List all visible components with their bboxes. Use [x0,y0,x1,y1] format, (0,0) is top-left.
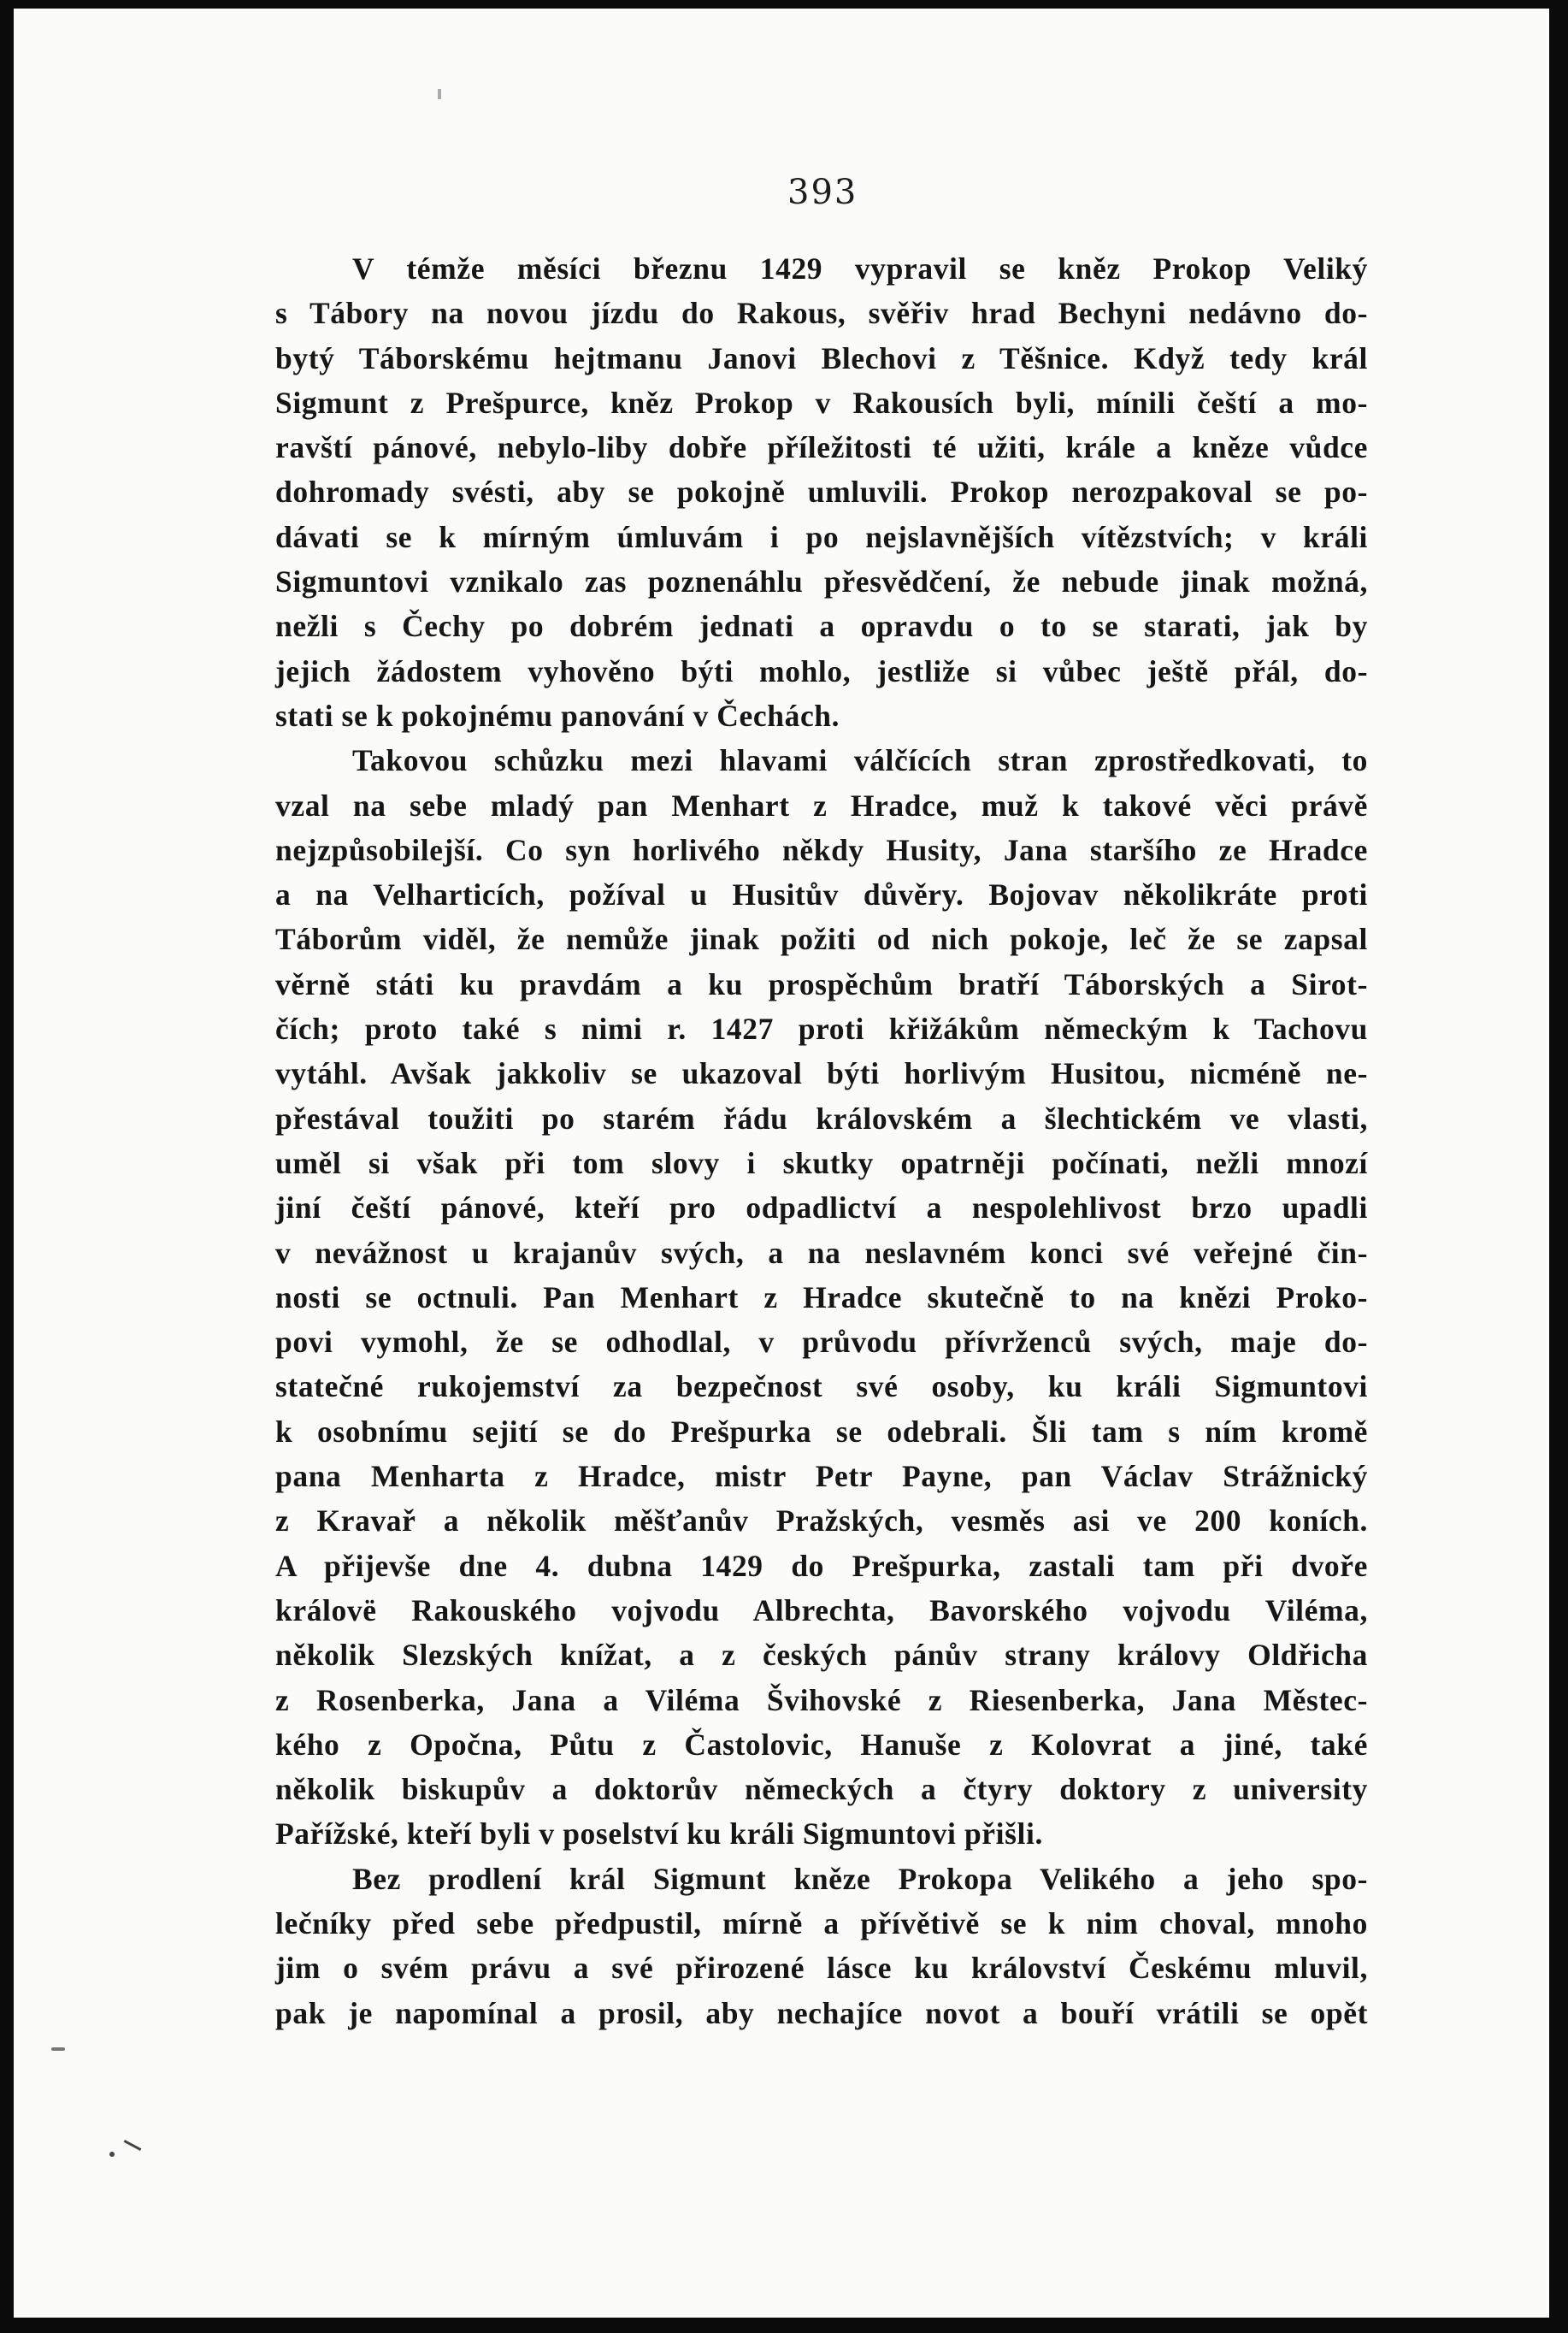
text-line: vytáhl. Avšak jakkoliv se ukazoval býti horlivým Husitou, nicméně ne- [275,1056,1368,1091]
text-line: věrně státi ku pravdám a ku prospěchům bratří Táborských a Sirot- [275,966,1368,1001]
margin-dot-mark [109,2152,115,2157]
text-line: V témže měsíci březnu 1429 vypravil se kněz Prokop Veliký [352,251,1368,286]
text-line: stati se k pokojnému panování v Čechách. [275,698,840,733]
text-line: nejzpůsobilejší. Co syn horlivého někdy Husity, Jana staršího ze Hradce [275,832,1368,867]
text-line: lečníky před sebe předpustil, mírně a přívětivě se k nim choval, mnoho [275,1905,1368,1940]
text-line: Táborům viděl, že nemůže jinak požiti od nich pokoje, leč že se zapsal [275,922,1368,957]
text-line: povi vymohl, že se odhodlal, v průvodu přívrženců svých, maje do- [275,1325,1368,1360]
text-line: k osobnímu sejití se do Prešpurka se odebrali. Šli tam s ním kromě [275,1414,1368,1449]
margin-mark [51,2047,65,2051]
text-line: Takovou schůzku mezi hlavami válčících stran zprostředkovati, to [352,743,1368,778]
text-line: pana Menharta z Hradce, mistr Petr Payne, pan Václav Strážnický [275,1459,1368,1494]
text-line: a na Velharticích, požíval u Husitův důvěry. Bojovav několikráte proti [275,877,1368,913]
text-line: jejich žádostem vyhověno býti mohlo, jestliže si vůbec ještě přál, do- [275,653,1368,688]
book-page [14,9,1549,2318]
text-line: statečné rukojemství za bezpečnost své osoby, ku králi Sigmuntovi [275,1369,1368,1404]
text-line: A přijevše dne 4. dubna 1429 do Prešpurka, zastali tam při dvoře [275,1548,1368,1583]
text-line: uměl si však při tom slovy i skutky opatrněji počínati, nežli mnozí [275,1145,1368,1180]
text-line: Sigmuntovi vznikalo zas poznenáhlu přesvědčení, že nebude jinak možná, [275,564,1368,599]
speck-mark [438,89,441,99]
text-line: bytý Táborskému hejtmanu Janovi Blechovi z Těšnice. Když tedy král [275,340,1368,375]
text-line: dávati se k mírným úmluvám i po nejslavnějších vítězstvích; v králi [275,519,1368,554]
text-line: několik biskupův a doktorův německých a čtyry doktory z university [275,1772,1368,1807]
page-number: 393 [787,173,858,212]
page-text [275,246,1368,2035]
text-line: Bez prodlení král Sigmunt kněze Prokopa Velikého a jeho spo- [352,1861,1368,1896]
text-line: nežli s Čechy po dobrém jednati a opravdu o to se starati, jak by [275,609,1368,644]
text-line: kého z Opočna, Půtu z Častolovic, Hanuše z Kolovrat a jiné, také [275,1727,1368,1762]
text-line: ravští pánové, nebylo-liby dobře příležitosti té užiti, krále a kněze vůdce [275,430,1368,465]
text-line: několik Slezských knížat, a z českých pánův strany královy Oldřicha [275,1638,1368,1673]
text-line: čích; proto také s nimi r. 1427 proti křižákům německým k Tachovu [275,1012,1368,1047]
text-line: z Rosenberka, Jana a Viléma Švihovské z Riesenberka, Jana Městec- [275,1682,1368,1717]
text-line: jiní čeští pánové, kteří pro odpadlictví a nespolehlivost brzo upadli [275,1190,1368,1226]
text-line: vzal na sebe mladý pan Menhart z Hradce, muž k takové věci právě [275,788,1368,823]
text-line: pak je napomínal a prosil, aby nechajíce novot a bouří vrátili se opět [275,1995,1368,2030]
text-line: přestával toužiti po starém řádu královském a šlechtickém ve vlasti, [275,1101,1368,1136]
text-line: Sigmunt z Prešpurce, kněz Prokop v Rakousích byli, mínili čeští a mo- [275,385,1368,420]
margin-dash-mark [124,2140,142,2151]
text-line: dohromady svésti, aby se pokojně umluvili. Prokop nerozpakoval se po- [275,475,1368,510]
text-line: v nevážnost u krajanův svých, a na neslavném konci své veřejné čin- [275,1235,1368,1270]
text-line: královë Rakouského vojvodu Albrechta, Bavorského vojvodu Viléma, [275,1592,1368,1627]
text-line: z Kravař a několik měšťanův Pražských, vesměs asi ve 200 koních. [275,1503,1368,1539]
text-line: nosti se octnuli. Pan Menhart z Hradce skutečně to na knězi Proko- [275,1279,1368,1314]
text-line: s Tábory na novou jízdu do Rakous, svěřiv hrad Bechyni nedávno do- [275,296,1368,331]
text-line: jim o svém právu a své přirozené lásce ku království Českému mluvil, [275,1951,1368,1986]
text-line: Pařížské, kteří byli v poselství ku králi Sigmuntovi přišli. [275,1816,1043,1852]
